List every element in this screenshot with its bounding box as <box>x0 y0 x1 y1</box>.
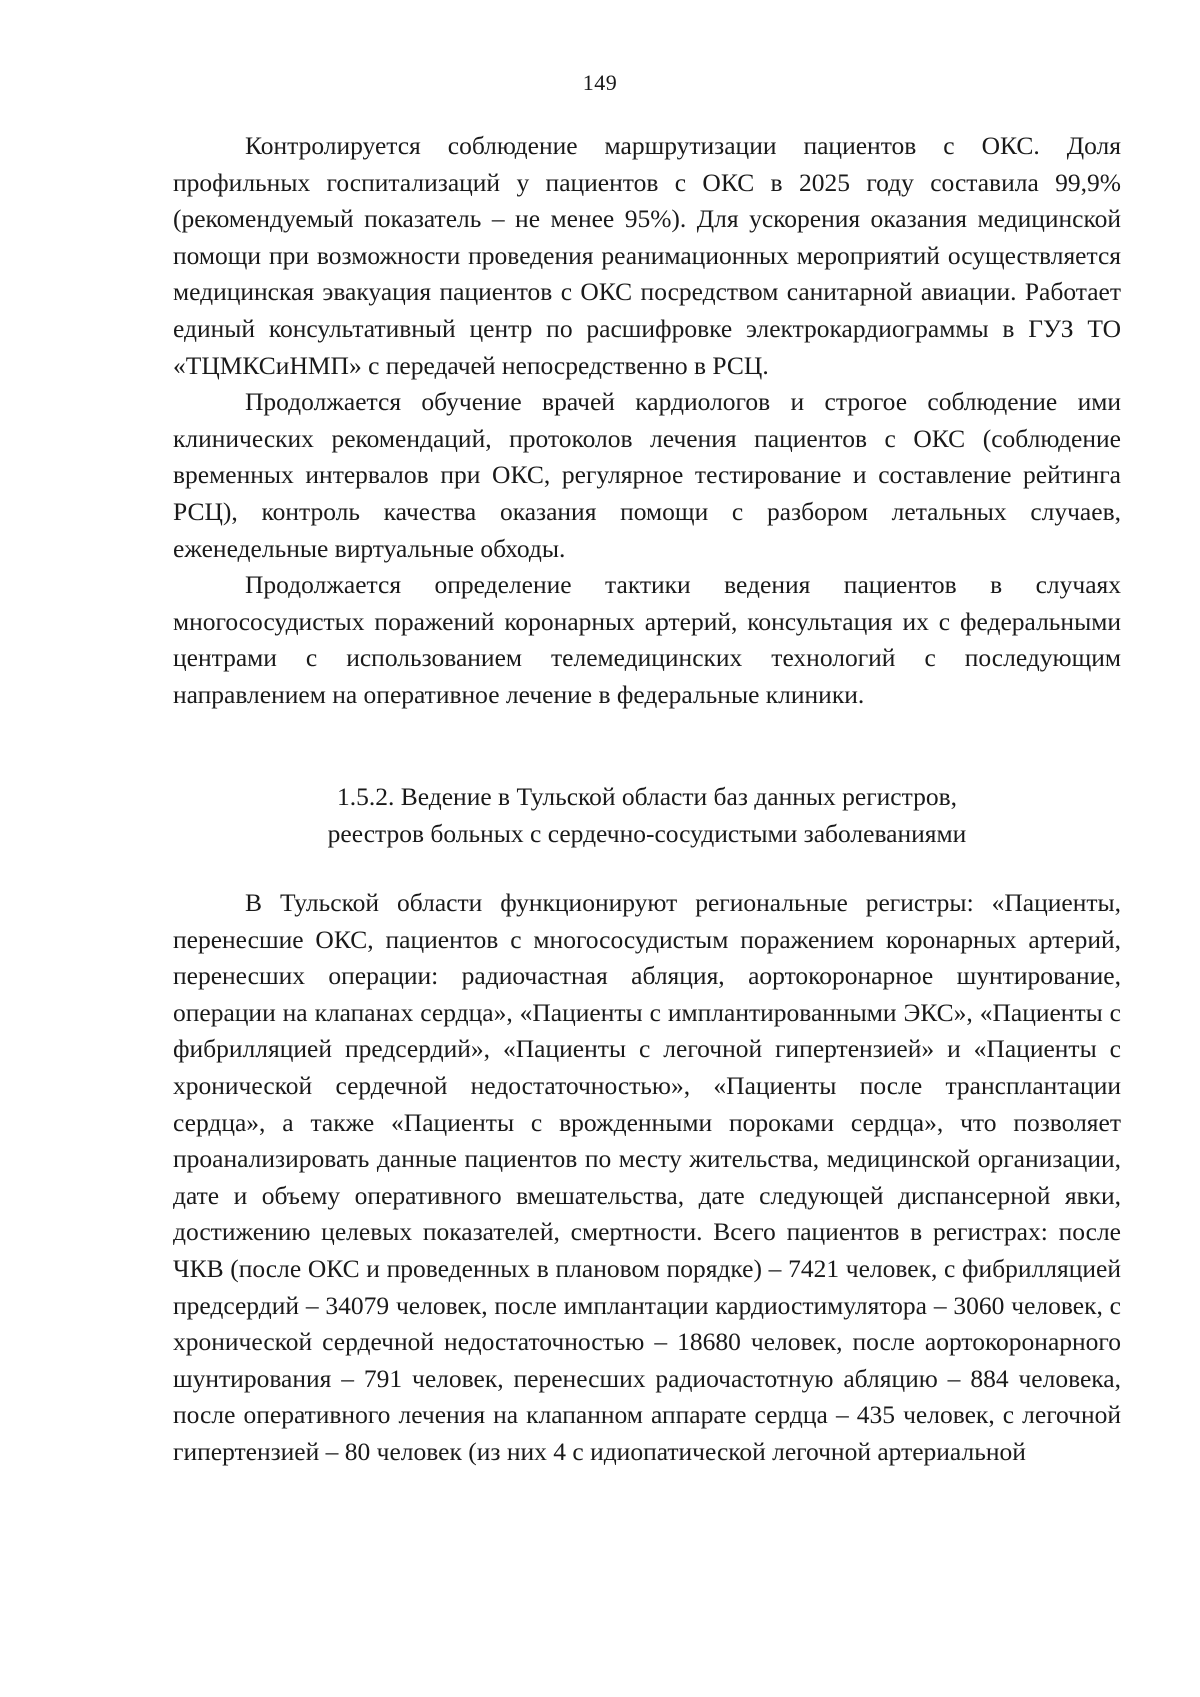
paragraph: Продолжается определение тактики ведения пациентов в случаях многососудистых поражений коронарных артерий, консультация их с федеральными центрами с использованием телемедицинских технологий с последующим направлением на оперативное лечение в федеральные клиники. <box>173 570 1121 709</box>
paragraph: Контролируется соблюдение маршрутизации пациентов с ОКС. Доля профильных госпитализаций у пациентов с ОКС в 2025 году составила 99,9% (рекомендуемый показатель – не менее 95%). Для ускорения оказания медицинской помощи при возможности проведения реанимационных мероприятий осуществляется медицинская эвакуация пациентов с ОКС посредством санитарной авиации. Работает единый консультативный центр по расшифровке электрокардиограммы в ГУЗ ТО «ТЦМКСиНМП» с передачей непосредственно в РСЦ. <box>173 131 1121 380</box>
body-text-block <box>173 128 1121 714</box>
page-number: 149 <box>582 70 618 95</box>
paragraph: Продолжается обучение врачей кардиологов и строгое соблюдение ими клинических рекомендаций, протоколов лечения пациентов с ОКС (соблюдение временных интервалов при ОКС, регулярное тестирование и составление рейтинга РСЦ), контроль качества оказания помощи с разбором летальных случаев, еженедельные виртуальные обходы. <box>173 387 1121 563</box>
section-body-text <box>173 885 1121 1471</box>
section-heading <box>173 778 1121 852</box>
section-heading-line: 1.5.2. Ведение в Тульской области баз данных регистров, <box>337 782 957 811</box>
paragraph: В Тульской области функционируют региональные регистры: «Пациенты, перенесшие ОКС, пациентов с многососудистым поражением коронарных артерий, перенесших операции: радиочастная абляция, аортокоронарное шунтирование, операции на клапанах сердца», «Пациенты с имплантированными ЭКС», «Пациенты с фибрилляцией предсердий», «Пациенты с легочной гипертензией» и «Пациенты с хронической сердечной недостаточностью», «Пациенты после трансплантации сердца», а также «Пациенты с врожденными пороками сердца», что позволяет проанализировать данные пациентов по месту жительства, медицинской организации, дате и объему оперативного вмешательства, дате следующей диспансерной явки, достижению целевых показателей, смертности. Всего пациентов в регистрах: после ЧКВ (после ОКС и проведенных в плановом порядке) – 7421 человек, с фибрилляцией предсердий – 34079 человек, после имплантации кардиостимулятора – 3060 человек, с хронической сердечной недостаточностью – 18680 человек, после аортокоронарного шунтирования – 791 человек, перенесших радиочастотную абляцию – 884 человека, после оперативного лечения на клапанном аппарате сердца – 435 человек, с легочной гипертензией – 80 человек (из них 4 с идиопатической легочной артериальной <box>173 888 1121 1466</box>
section-heading-line: реестров больных с сердечно-сосудистыми заболеваниями <box>327 819 967 848</box>
